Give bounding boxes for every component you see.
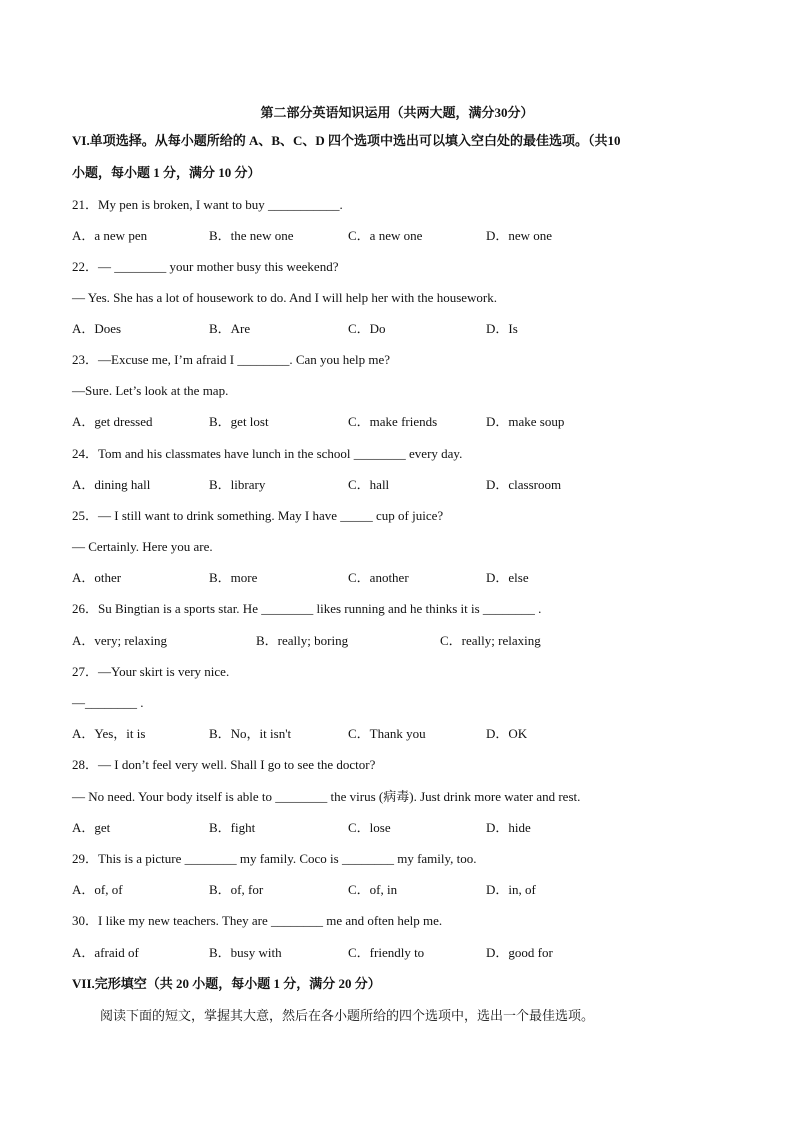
q29-option-c[interactable]: C．of, in	[348, 882, 398, 897]
q23-option-d[interactable]: D．make soup	[486, 414, 565, 429]
q29-option-a[interactable]: A．of, of	[72, 882, 123, 897]
section7-instruction: 阅读下面的短文，掌握其大意，然后在各小题所给的四个选项中，选出一个最佳选项。	[100, 1008, 595, 1023]
q24-option-c[interactable]: C．hall	[348, 477, 390, 492]
q22-option-d[interactable]: D．Is	[486, 321, 518, 336]
q21-option-c[interactable]: C．a new one	[348, 228, 423, 243]
q24-option-b[interactable]: B．library	[209, 477, 266, 492]
q30-option-a[interactable]: A．afraid of	[72, 945, 139, 960]
q24-stem: 24．Tom and his classmates have lunch in the school ________ every day.	[72, 446, 463, 461]
q25-reply: — Certainly. Here you are.	[72, 539, 213, 554]
q29-option-b[interactable]: B．of, for	[209, 882, 264, 897]
q30-option-c[interactable]: C．friendly to	[348, 945, 425, 960]
q26-option-a[interactable]: A．very; relaxing	[72, 633, 167, 648]
q23-option-a[interactable]: A．get dressed	[72, 414, 153, 429]
q21-option-b[interactable]: B．the new one	[209, 228, 294, 243]
q21-stem: 21．My pen is broken, I want to buy ___________.	[72, 197, 343, 212]
q27-option-a[interactable]: A．Yes，it is	[72, 726, 146, 741]
q27-reply: —________ .	[72, 695, 144, 710]
section7-heading: VII.完形填空（共 20 小题，每小题 1 分，满分 20 分）	[72, 976, 381, 991]
q22-option-c[interactable]: C．Do	[348, 321, 386, 336]
q27-stem: 27．—Your skirt is very nice.	[72, 664, 230, 679]
q29-option-d[interactable]: D．in, of	[486, 882, 536, 897]
q24-option-d[interactable]: D．classroom	[486, 477, 562, 492]
q22-reply: — Yes. She has a lot of housework to do. And I will help her with the housework.	[72, 290, 497, 305]
q28-option-b[interactable]: B．fight	[209, 820, 256, 835]
q27-option-d[interactable]: D．OK	[486, 726, 528, 741]
q25-option-c[interactable]: C．another	[348, 570, 409, 585]
q23-reply: —Sure. Let’s look at the map.	[72, 383, 229, 398]
q23-option-c[interactable]: C．make friends	[348, 414, 438, 429]
q24-option-a[interactable]: A．dining hall	[72, 477, 151, 492]
page-title: 第二部分英语知识运用（共两大题，满分30分）	[260, 105, 534, 120]
q25-option-d[interactable]: D．else	[486, 570, 529, 585]
section6-instruction-line2: 小题，每小题 1 分，满分 10 分）	[72, 165, 261, 180]
q28-reply: — No need. Your body itself is able to ________ the virus (病毒). Just drink more water and rest.	[72, 789, 581, 804]
q22-option-b[interactable]: B．Are	[209, 321, 251, 336]
q26-stem: 26．Su Bingtian is a sports star. He ________ likes running and he thinks it is ________ .	[72, 601, 542, 616]
q21-option-d[interactable]: D．new one	[486, 228, 553, 243]
q23-option-b[interactable]: B．get lost	[209, 414, 269, 429]
q30-option-b[interactable]: B．busy with	[209, 945, 282, 960]
q22-stem: 22．— ________ your mother busy this weekend?	[72, 259, 339, 274]
section6-instruction-line1: VI.单项选择。从每小题所给的 A、B、C、D 四个选项中选出可以填入空白处的最佳选项。（共10	[72, 133, 621, 148]
q22-option-a[interactable]: A．Does	[72, 321, 122, 336]
q28-stem: 28．— I don’t feel very well. Shall I go to see the doctor?	[72, 757, 376, 772]
q26-option-b[interactable]: B．really; boring	[256, 633, 349, 648]
q27-option-b[interactable]: B．No，it isn't	[209, 726, 292, 741]
q21-option-a[interactable]: A．a new pen	[72, 228, 148, 243]
q26-option-c[interactable]: C．really; relaxing	[440, 633, 541, 648]
q29-stem: 29．This is a picture ________ my family. Coco is ________ my family, too.	[72, 851, 477, 866]
q28-option-d[interactable]: D．hide	[486, 820, 531, 835]
q30-stem: 30．I like my new teachers. They are ________ me and often help me.	[72, 913, 443, 928]
q30-option-d[interactable]: D．good for	[486, 945, 553, 960]
q28-option-a[interactable]: A．get	[72, 820, 111, 835]
q25-stem: 25．— I still want to drink something. May I have _____ cup of juice?	[72, 508, 444, 523]
q23-stem: 23．—Excuse me, I’m afraid I ________. Can you help me?	[72, 352, 391, 367]
q25-option-b[interactable]: B．more	[209, 570, 258, 585]
q27-option-c[interactable]: C．Thank you	[348, 726, 426, 741]
q25-option-a[interactable]: A．other	[72, 570, 122, 585]
q28-option-c[interactable]: C．lose	[348, 820, 391, 835]
